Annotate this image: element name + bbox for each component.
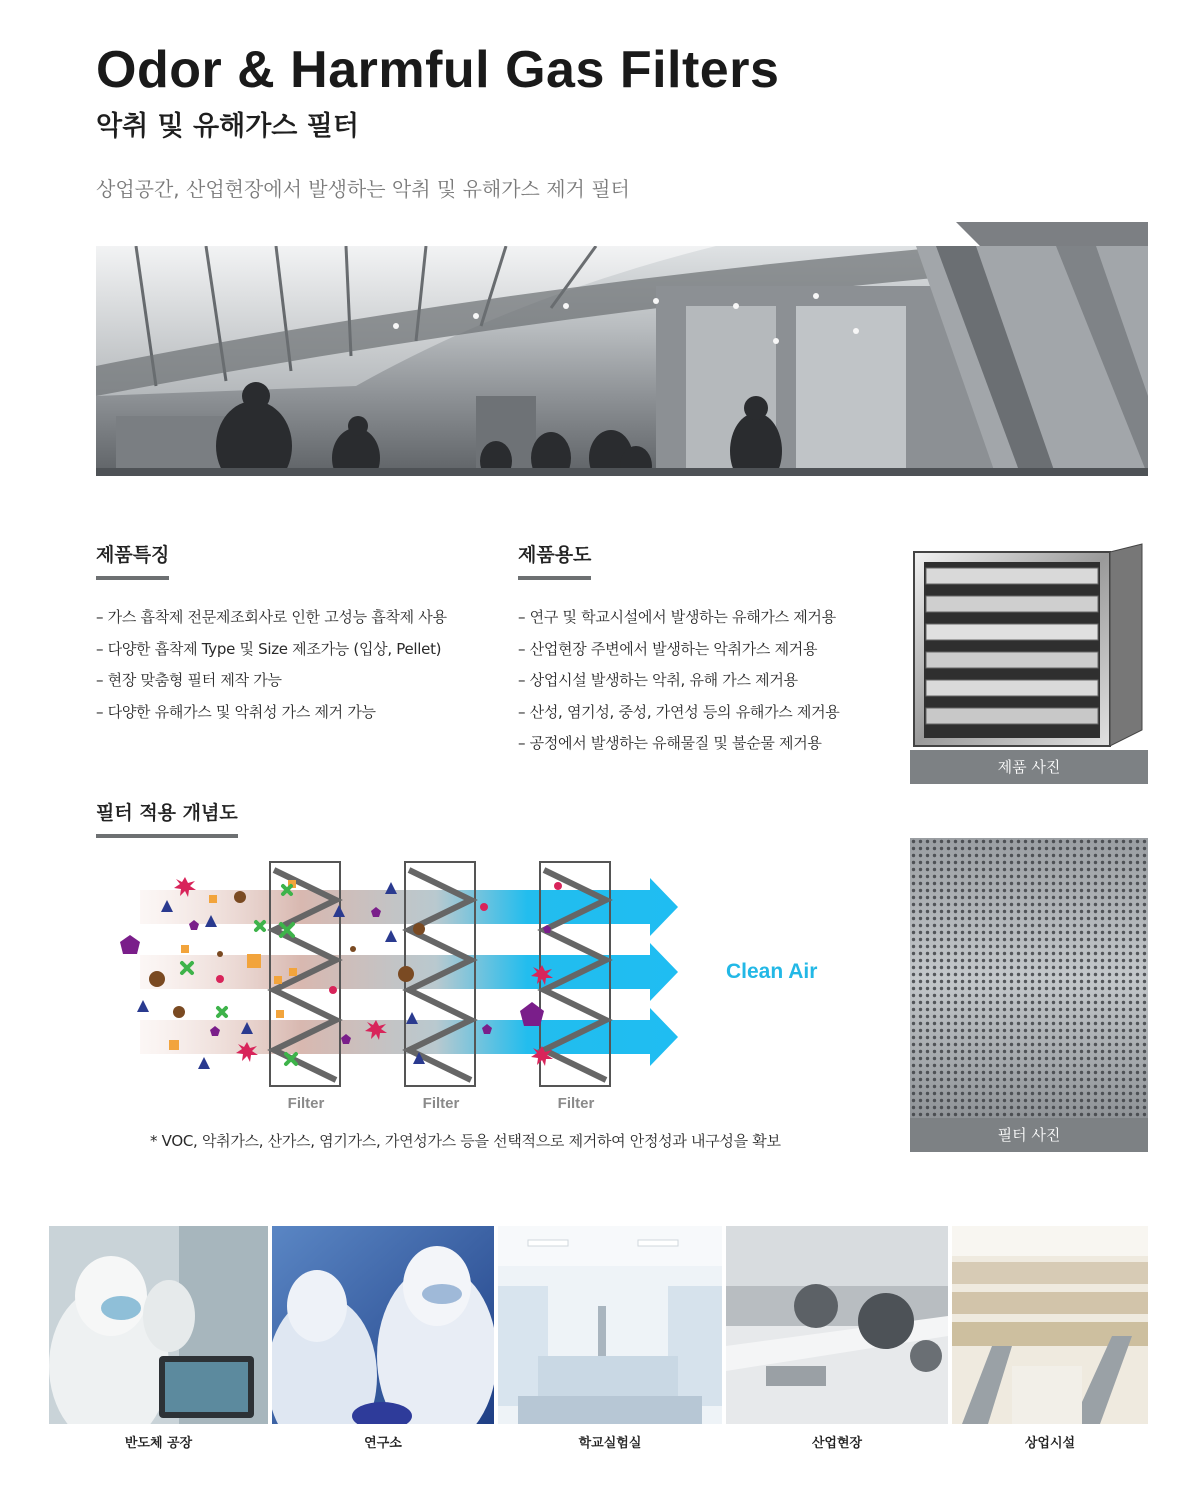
list-item: – 상업시설 발생하는 악취, 유해 가스 제거용 — [518, 671, 798, 689]
features-list — [96, 606, 447, 732]
page-title: Odor & Harmful Gas Filters — [96, 41, 780, 99]
list-item: – 가스 흡착제 전문제조회사로 인한 고성능 흡착제 사용 — [96, 608, 447, 626]
filter-label: Filter — [422, 1095, 460, 1112]
application-photo-school-lab — [498, 1226, 722, 1424]
application-photo-laboratory — [272, 1226, 494, 1424]
filter-label: Filter — [287, 1095, 325, 1112]
hero-corner-tab — [956, 222, 1148, 247]
usage-heading: 제품용도 — [518, 540, 591, 580]
list-item: – 산성, 염기성, 중성, 가연성 등의 유해가스 제거용 — [518, 702, 840, 721]
list-item: – 현장 맞춤형 필터 제작 가능 — [96, 671, 282, 689]
application-label: 산업현장 — [811, 1436, 863, 1451]
usage-list — [518, 606, 840, 764]
list-item: – 다양한 유해가스 및 악취성 가스 제거 가능 — [96, 702, 376, 721]
filter-photo — [910, 838, 1148, 1118]
product-photo — [910, 540, 1148, 750]
filter-concept-diagram — [110, 850, 870, 1130]
clean-air-label: Clean Air — [726, 960, 818, 983]
concept-footnote: * VOC, 악취가스, 산가스, 염기가스, 가연성가스 등을 선택적으로 제거하여 안정성과 내구성을 확보 — [150, 1132, 781, 1150]
application-label: 연구소 — [364, 1436, 402, 1451]
application-photo-semiconductor — [49, 1226, 268, 1424]
list-item: – 연구 및 학교시설에서 발생하는 유해가스 제거용 — [518, 608, 836, 626]
filter-photo-caption: 필터 사진 — [910, 1118, 1148, 1152]
page-tagline: 상업공간, 산업현장에서 발생하는 악취 및 유해가스 제거 필터 — [96, 177, 630, 201]
application-photo-industrial — [726, 1226, 948, 1424]
hero-image-concourse — [96, 246, 1148, 476]
application-photo-commercial — [952, 1226, 1148, 1424]
page-subtitle: 악취 및 유해가스 필터 — [96, 111, 359, 142]
application-label: 학교실험실 — [578, 1436, 642, 1451]
product-photo-caption: 제품 사진 — [910, 750, 1148, 784]
application-label: 상업시설 — [1024, 1436, 1076, 1451]
features-heading: 제품특징 — [96, 540, 169, 580]
list-item: – 다양한 흡착제 Type 및 Size 제조가능 (입상, Pellet) — [96, 639, 442, 658]
list-item: – 공정에서 발생하는 유해물질 및 불순물 제거용 — [518, 734, 822, 752]
concept-heading: 필터 적용 개념도 — [96, 798, 238, 838]
application-label: 반도체 공장 — [124, 1436, 193, 1451]
filter-label: Filter — [557, 1095, 595, 1112]
list-item: – 산업현장 주변에서 발생하는 악취가스 제거용 — [518, 639, 818, 658]
